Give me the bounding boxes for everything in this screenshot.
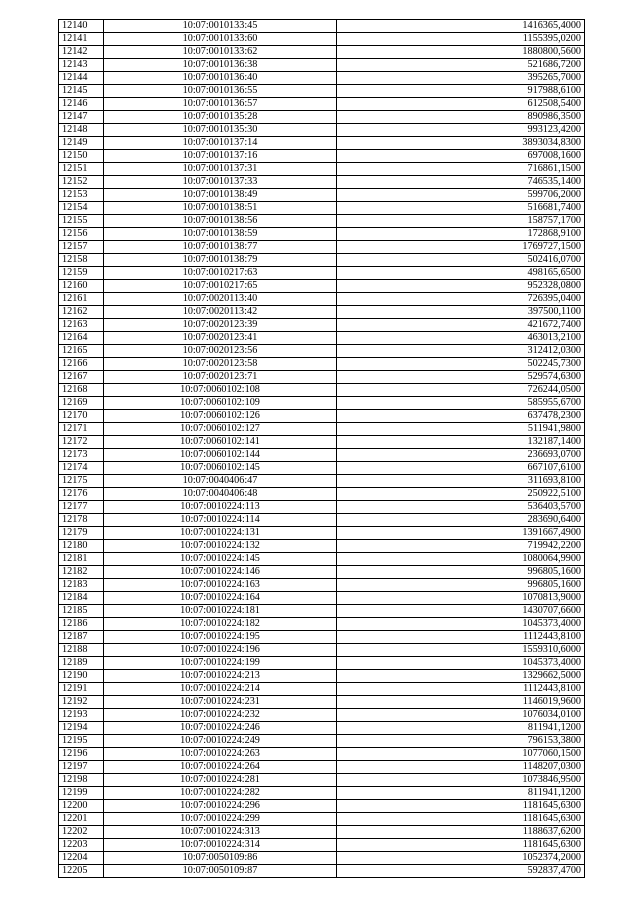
row-number-cell: 12144: [59, 72, 104, 85]
row-number-cell: 12148: [59, 124, 104, 137]
cadastral-number-cell: 10:07:0060102:145: [104, 462, 337, 475]
row-number-cell: 12159: [59, 267, 104, 280]
table-row: [59, 202, 585, 215]
table-row: [59, 254, 585, 267]
cadastral-number-cell: 10:07:0010138:56: [104, 215, 337, 228]
table-row: [59, 46, 585, 59]
row-number-cell: 12204: [59, 852, 104, 865]
cadastral-value-cell: 511941,9800: [337, 423, 585, 436]
row-number-cell: 12192: [59, 696, 104, 709]
cadastral-number-cell: 10:07:0010224:182: [104, 618, 337, 631]
table-row: [59, 98, 585, 111]
cadastral-number-cell: 10:07:0020123:39: [104, 319, 337, 332]
cadastral-value-cell: 1769727,1500: [337, 241, 585, 254]
table-row: [59, 774, 585, 787]
cadastral-number-cell: 10:07:0010224:213: [104, 670, 337, 683]
table-row: [59, 345, 585, 358]
table-row: [59, 488, 585, 501]
table-row: [59, 189, 585, 202]
table-row: [59, 215, 585, 228]
row-number-cell: 12141: [59, 33, 104, 46]
cadastral-value-cell: 726395,0400: [337, 293, 585, 306]
cadastral-number-cell: 10:07:0010133:45: [104, 20, 337, 33]
cadastral-number-cell: 10:07:0010138:77: [104, 241, 337, 254]
table-row: [59, 410, 585, 423]
cadastral-number-cell: 10:07:0010137:33: [104, 176, 337, 189]
cadastral-value-cell: 726244,0500: [337, 384, 585, 397]
table-row: [59, 709, 585, 722]
cadastral-number-cell: 10:07:0020113:42: [104, 306, 337, 319]
table-row: [59, 384, 585, 397]
cadastral-value-cell: 3893034,8300: [337, 137, 585, 150]
cadastral-value-cell: 421672,7400: [337, 319, 585, 332]
cadastral-number-cell: 10:07:0010224:163: [104, 579, 337, 592]
cadastral-number-cell: 10:07:0020123:56: [104, 345, 337, 358]
cadastral-value-cell: 1391667,4900: [337, 527, 585, 540]
row-number-cell: 12168: [59, 384, 104, 397]
cadastral-value-cell: 993123,4200: [337, 124, 585, 137]
cadastral-value-cell: 1559310,6000: [337, 644, 585, 657]
table-row: [59, 722, 585, 735]
cadastral-value-cell: 502245,7300: [337, 358, 585, 371]
cadastral-value-cell: 1052374,2000: [337, 852, 585, 865]
row-number-cell: 12178: [59, 514, 104, 527]
cadastral-value-cell: 1077060,1500: [337, 748, 585, 761]
table-row: [59, 241, 585, 254]
cadastral-number-cell: 10:07:0010224:199: [104, 657, 337, 670]
row-number-cell: 12198: [59, 774, 104, 787]
row-number-cell: 12187: [59, 631, 104, 644]
row-number-cell: 12176: [59, 488, 104, 501]
cadastral-value-cell: 1112443,8100: [337, 683, 585, 696]
cadastral-value-cell: 1076034,0100: [337, 709, 585, 722]
row-number-cell: 12188: [59, 644, 104, 657]
cadastral-value-cell: 719942,2200: [337, 540, 585, 553]
cadastral-value-cell: 599706,2000: [337, 189, 585, 202]
cadastral-number-cell: 10:07:0060102:141: [104, 436, 337, 449]
cadastral-value-cell: 716861,1500: [337, 163, 585, 176]
row-number-cell: 12175: [59, 475, 104, 488]
cadastral-value-cell: 498165,6500: [337, 267, 585, 280]
table-row: [59, 462, 585, 475]
cadastral-number-cell: 10:07:0040406:48: [104, 488, 337, 501]
cadastral-number-cell: 10:07:0010224:299: [104, 813, 337, 826]
cadastral-number-cell: 10:07:0010224:313: [104, 826, 337, 839]
row-number-cell: 12186: [59, 618, 104, 631]
row-number-cell: 12182: [59, 566, 104, 579]
cadastral-number-cell: 10:07:0060102:127: [104, 423, 337, 436]
table-row: [59, 761, 585, 774]
cadastral-value-cell: 1155395,0200: [337, 33, 585, 46]
cadastral-value-cell: 796153,3800: [337, 735, 585, 748]
cadastral-value-cell: 1045373,4000: [337, 657, 585, 670]
row-number-cell: 12146: [59, 98, 104, 111]
table-row: [59, 267, 585, 280]
row-number-cell: 12202: [59, 826, 104, 839]
cadastral-value-cell: 667107,6100: [337, 462, 585, 475]
table-row: [59, 319, 585, 332]
cadastral-number-cell: 10:07:0010224:196: [104, 644, 337, 657]
cadastral-value-cell: 516681,7400: [337, 202, 585, 215]
row-number-cell: 12184: [59, 592, 104, 605]
row-number-cell: 12174: [59, 462, 104, 475]
table-row: [59, 670, 585, 683]
table-row: [59, 579, 585, 592]
cadastral-number-cell: 10:07:0010224:131: [104, 527, 337, 540]
cadastral-number-cell: 10:07:0060102:126: [104, 410, 337, 423]
table-row: [59, 332, 585, 345]
cadastral-value-cell: 236693,0700: [337, 449, 585, 462]
cadastral-number-cell: 10:07:0010136:57: [104, 98, 337, 111]
cadastral-value-cell: 250922,5100: [337, 488, 585, 501]
table-row: [59, 527, 585, 540]
cadastral-number-cell: 10:07:0060102:144: [104, 449, 337, 462]
table-row: [59, 33, 585, 46]
table-row: [59, 644, 585, 657]
row-number-cell: 12143: [59, 59, 104, 72]
row-number-cell: 12171: [59, 423, 104, 436]
table-row: [59, 423, 585, 436]
cadastral-value-cell: 1073846,9500: [337, 774, 585, 787]
cadastral-number-cell: 10:07:0010224:214: [104, 683, 337, 696]
cadastral-number-cell: 10:07:0010224:232: [104, 709, 337, 722]
table-row: [59, 839, 585, 852]
table-row: [59, 514, 585, 527]
cadastral-value-cell: 746535,1400: [337, 176, 585, 189]
cadastral-value-cell: 312412,0300: [337, 345, 585, 358]
cadastral-value-cell: 917988,6100: [337, 85, 585, 98]
table-row: [59, 306, 585, 319]
row-number-cell: 12165: [59, 345, 104, 358]
cadastral-value-cell: 1416365,4000: [337, 20, 585, 33]
row-number-cell: 12173: [59, 449, 104, 462]
row-number-cell: 12166: [59, 358, 104, 371]
cadastral-value-cell: 502416,0700: [337, 254, 585, 267]
table-row: [59, 657, 585, 670]
cadastral-number-cell: 10:07:0010133:62: [104, 46, 337, 59]
cadastral-number-cell: 10:07:0010224:181: [104, 605, 337, 618]
cadastral-number-cell: 10:07:0010217:63: [104, 267, 337, 280]
cadastral-value-cell: 1181645,6300: [337, 839, 585, 852]
cadastral-number-cell: 10:07:0010224:114: [104, 514, 337, 527]
table-row: [59, 852, 585, 865]
cadastral-value-cell: 529574,6300: [337, 371, 585, 384]
cadastral-value-cell: 1880800,5600: [337, 46, 585, 59]
row-number-cell: 12196: [59, 748, 104, 761]
cadastral-number-cell: 10:07:0010224:231: [104, 696, 337, 709]
table-row: [59, 85, 585, 98]
row-number-cell: 12150: [59, 150, 104, 163]
cadastral-number-cell: 10:07:0050109:87: [104, 865, 337, 878]
cadastral-number-cell: 10:07:0010224:195: [104, 631, 337, 644]
table-row: [59, 592, 585, 605]
cadastral-value-cell: 1181645,6300: [337, 813, 585, 826]
row-number-cell: 12190: [59, 670, 104, 683]
table-row: [59, 618, 585, 631]
cadastral-value-cell: 1045373,4000: [337, 618, 585, 631]
table-row: [59, 748, 585, 761]
table-row: [59, 150, 585, 163]
table-row: [59, 163, 585, 176]
table-row: [59, 696, 585, 709]
cadastral-value-cell: 1148207,0300: [337, 761, 585, 774]
row-number-cell: 12177: [59, 501, 104, 514]
table-row: [59, 683, 585, 696]
cadastral-value-cell: 536403,5700: [337, 501, 585, 514]
table-row: [59, 553, 585, 566]
cadastral-value-cell: 1112443,8100: [337, 631, 585, 644]
row-number-cell: 12170: [59, 410, 104, 423]
cadastral-value-cell: 952328,0800: [337, 280, 585, 293]
row-number-cell: 12191: [59, 683, 104, 696]
row-number-cell: 12169: [59, 397, 104, 410]
table-row: [59, 397, 585, 410]
cadastral-number-cell: 10:07:0060102:109: [104, 397, 337, 410]
row-number-cell: 12189: [59, 657, 104, 670]
cadastral-number-cell: 10:07:0010224:263: [104, 748, 337, 761]
cadastral-value-cell: 996805,1600: [337, 579, 585, 592]
cadastral-number-cell: 10:07:0010137:14: [104, 137, 337, 150]
cadastral-number-cell: 10:07:0010224:281: [104, 774, 337, 787]
row-number-cell: 12142: [59, 46, 104, 59]
cadastral-value-cell: 1430707,6600: [337, 605, 585, 618]
table-row: [59, 475, 585, 488]
row-number-cell: 12149: [59, 137, 104, 150]
row-number-cell: 12155: [59, 215, 104, 228]
cadastral-number-cell: 10:07:0010224:246: [104, 722, 337, 735]
table-row: [59, 358, 585, 371]
cadastral-number-cell: 10:07:0010224:314: [104, 839, 337, 852]
table-row: [59, 293, 585, 306]
cadastral-value-cell: 996805,1600: [337, 566, 585, 579]
cadastral-value-cell: 172868,9100: [337, 228, 585, 241]
row-number-cell: 12157: [59, 241, 104, 254]
table-row: [59, 826, 585, 839]
cadastral-value-cell: 1146019,9600: [337, 696, 585, 709]
row-number-cell: 12199: [59, 787, 104, 800]
row-number-cell: 12194: [59, 722, 104, 735]
table-row: [59, 865, 585, 878]
cadastral-value-cell: 158757,1700: [337, 215, 585, 228]
row-number-cell: 12185: [59, 605, 104, 618]
row-number-cell: 12205: [59, 865, 104, 878]
cadastral-number-cell: 10:07:0010138:49: [104, 189, 337, 202]
row-number-cell: 12151: [59, 163, 104, 176]
cadastral-number-cell: 10:07:0010138:59: [104, 228, 337, 241]
row-number-cell: 12164: [59, 332, 104, 345]
cadastral-value-cell: 283690,6400: [337, 514, 585, 527]
row-number-cell: 12160: [59, 280, 104, 293]
table-body: [59, 20, 585, 878]
table-row: [59, 605, 585, 618]
row-number-cell: 12172: [59, 436, 104, 449]
cadastral-number-cell: 10:07:0010224:264: [104, 761, 337, 774]
row-number-cell: 12163: [59, 319, 104, 332]
cadastral-number-cell: 10:07:0010224:296: [104, 800, 337, 813]
table-row: [59, 371, 585, 384]
row-number-cell: 12158: [59, 254, 104, 267]
cadastral-value-cell: 1070813,9000: [337, 592, 585, 605]
cadastral-value-cell: 612508,5400: [337, 98, 585, 111]
cadastral-value-cell: 585955,6700: [337, 397, 585, 410]
table-row: [59, 735, 585, 748]
cadastral-value-cell: 463013,2100: [337, 332, 585, 345]
table-row: [59, 800, 585, 813]
table-row: [59, 449, 585, 462]
cadastral-value-cell: 637478,2300: [337, 410, 585, 423]
table-row: [59, 20, 585, 33]
row-number-cell: 12201: [59, 813, 104, 826]
cadastral-number-cell: 10:07:0060102:108: [104, 384, 337, 397]
cadastral-number-cell: 10:07:0010217:65: [104, 280, 337, 293]
row-number-cell: 12162: [59, 306, 104, 319]
row-number-cell: 12152: [59, 176, 104, 189]
table-row: [59, 631, 585, 644]
cadastral-number-cell: 10:07:0010137:16: [104, 150, 337, 163]
table-row: [59, 111, 585, 124]
cadastral-number-cell: 10:07:0020123:41: [104, 332, 337, 345]
row-number-cell: 12167: [59, 371, 104, 384]
cadastral-value-cell: 1188637,6200: [337, 826, 585, 839]
table-row: [59, 124, 585, 137]
cadastral-value-cell: 697008,1600: [337, 150, 585, 163]
cadastral-value-cell: 521686,7200: [337, 59, 585, 72]
cadastral-number-cell: 10:07:0010135:30: [104, 124, 337, 137]
row-number-cell: 12203: [59, 839, 104, 852]
table-row: [59, 566, 585, 579]
table-row: [59, 72, 585, 85]
row-number-cell: 12153: [59, 189, 104, 202]
cadastral-value-cell: 1329662,5000: [337, 670, 585, 683]
cadastral-number-cell: 10:07:0010135:28: [104, 111, 337, 124]
cadastral-value-cell: 811941,1200: [337, 722, 585, 735]
table-row: [59, 137, 585, 150]
row-number-cell: 12161: [59, 293, 104, 306]
cadastral-number-cell: 10:07:0040406:47: [104, 475, 337, 488]
cadastral-value-cell: 132187,1400: [337, 436, 585, 449]
cadastral-number-cell: 10:07:0010136:55: [104, 85, 337, 98]
table-row: [59, 59, 585, 72]
cadastral-value-cell: 1080064,9900: [337, 553, 585, 566]
row-number-cell: 12195: [59, 735, 104, 748]
table-row: [59, 540, 585, 553]
cadastral-number-cell: 10:07:0010136:40: [104, 72, 337, 85]
cadastral-value-table: [58, 19, 585, 878]
row-number-cell: 12200: [59, 800, 104, 813]
cadastral-value-cell: 395265,7000: [337, 72, 585, 85]
row-number-cell: 12183: [59, 579, 104, 592]
table-row: [59, 228, 585, 241]
row-number-cell: 12193: [59, 709, 104, 722]
row-number-cell: 12147: [59, 111, 104, 124]
row-number-cell: 12197: [59, 761, 104, 774]
table-row: [59, 787, 585, 800]
cadastral-number-cell: 10:07:0010138:79: [104, 254, 337, 267]
row-number-cell: 12156: [59, 228, 104, 241]
cadastral-number-cell: 10:07:0010224:132: [104, 540, 337, 553]
row-number-cell: 12145: [59, 85, 104, 98]
cadastral-value-cell: 311693,8100: [337, 475, 585, 488]
cadastral-value-cell: 811941,1200: [337, 787, 585, 800]
cadastral-number-cell: 10:07:0010136:38: [104, 59, 337, 72]
cadastral-number-cell: 10:07:0020113:40: [104, 293, 337, 306]
cadastral-number-cell: 10:07:0010224:249: [104, 735, 337, 748]
cadastral-number-cell: 10:07:0010224:164: [104, 592, 337, 605]
row-number-cell: 12154: [59, 202, 104, 215]
cadastral-value-cell: 1181645,6300: [337, 800, 585, 813]
row-number-cell: 12179: [59, 527, 104, 540]
table-row: [59, 176, 585, 189]
row-number-cell: 12180: [59, 540, 104, 553]
cadastral-number-cell: 10:07:0010224:282: [104, 787, 337, 800]
cadastral-number-cell: 10:07:0010138:51: [104, 202, 337, 215]
cadastral-value-cell: 890986,3500: [337, 111, 585, 124]
cadastral-value-cell: 592837,4700: [337, 865, 585, 878]
row-number-cell: 12181: [59, 553, 104, 566]
table-row: [59, 280, 585, 293]
cadastral-number-cell: 10:07:0010224:113: [104, 501, 337, 514]
cadastral-number-cell: 10:07:0010133:60: [104, 33, 337, 46]
row-number-cell: 12140: [59, 20, 104, 33]
table-row: [59, 813, 585, 826]
cadastral-number-cell: 10:07:0020123:71: [104, 371, 337, 384]
table-row: [59, 501, 585, 514]
cadastral-value-cell: 397500,1100: [337, 306, 585, 319]
cadastral-number-cell: 10:07:0010137:31: [104, 163, 337, 176]
cadastral-number-cell: 10:07:0050109:86: [104, 852, 337, 865]
table-row: [59, 436, 585, 449]
cadastral-number-cell: 10:07:0010224:145: [104, 553, 337, 566]
cadastral-number-cell: 10:07:0020123:58: [104, 358, 337, 371]
cadastral-number-cell: 10:07:0010224:146: [104, 566, 337, 579]
